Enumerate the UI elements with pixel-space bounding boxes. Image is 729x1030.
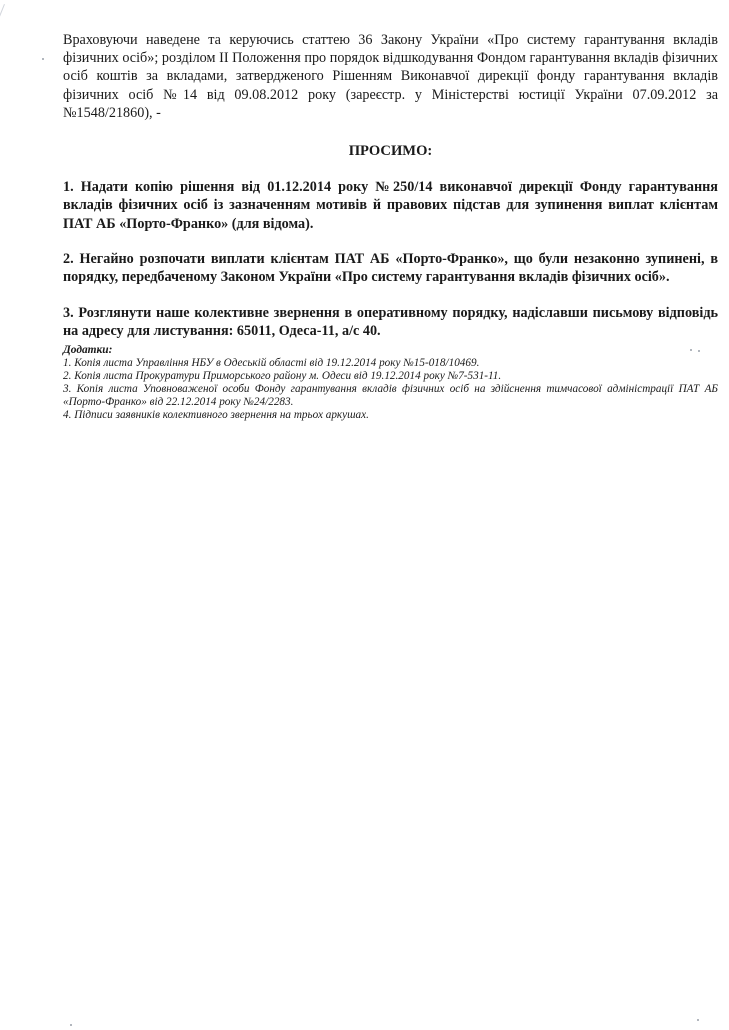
- annex-heading: Додатки:: [63, 344, 113, 357]
- request-item-3: 3. Розглянути наше колективне звернення в оперативному порядку, надіславши письмову відповідь на адресу для листування: 65011, Одеса-11, а/с 40.: [63, 304, 718, 339]
- annex-item-1: 1. Копія листа Управління НБУ в Одеській області від 19.12.2014 року №15-018/10469.: [63, 357, 480, 370]
- document-page: [63, 31, 718, 422]
- annex-item-3: 3. Копія листа Уповноваженої особи Фонду гарантування вкладів фізичних осіб на здійснення тимчасової адміністрації ПАТ АБ «Порто-Франко» від 22.12.2014 року №24/2283.: [63, 383, 718, 409]
- request-item-2: 2. Негайно розпочати виплати клієнтам ПАТ АБ «Порто-Франко», що були незаконно зупинені, в порядку, передбаченому Законом України «Про систему гарантування вкладів фізичних осіб».: [63, 250, 718, 286]
- intro-paragraph: Враховуючи наведене та керуючись статтею 36 Закону України «Про систему гарантування вкладів фізичних осіб»; розділом ІІ Положення про порядок відшкодування Фондом гарантування вкладів фізичних осіб коштів за вкладами, затвердженого Рішенням Виконавчої дирекції фонду гарантування вкладів фізичних осіб №14 від 09.08.2012 року (зареєстр. у Міністерстві юстиції України 07.09.2012 за №1548/21860), -: [63, 32, 718, 121]
- scan-artifact-dot: [42, 58, 44, 60]
- annex-item-4: 4. Підписи заявників колективного звернення на трьох аркушах.: [63, 409, 369, 422]
- request-item-1: 1. Надати копію рішення від 01.12.2014 року №250/14 виконавчої дирекції Фонду гарантування вкладів фізичних осіб із зазначенням мотивів й правових підстав для зупинення виплат клієнтам ПАТ АБ «Порто-Франко» (для відома).: [63, 179, 718, 232]
- annex-section: [63, 344, 718, 422]
- scan-artifact-dot: [70, 1024, 72, 1026]
- scan-artifact-dot: [697, 1019, 699, 1021]
- annex-item-2: 2. Копія листа Прокуратури Приморського району м. Одеси від 19.12.2014 року №7-531-11.: [63, 370, 502, 383]
- request-heading: ПРОСИМО:: [348, 143, 433, 160]
- scan-artifact-line: [0, 4, 5, 97]
